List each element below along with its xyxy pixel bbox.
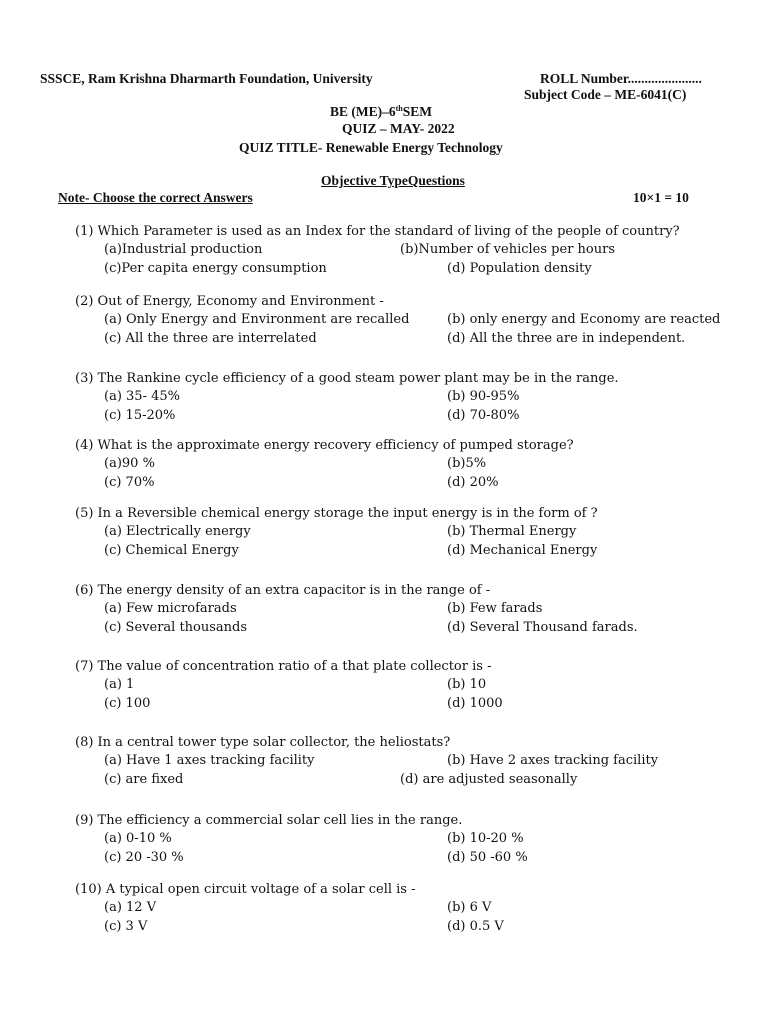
subject-code: Subject Code – ME-6041(C) — [524, 87, 687, 102]
question-8-option-a: (a) Have 1 axes tracking facility — [104, 753, 315, 768]
question-7-option-c: (c) 100 — [104, 696, 151, 711]
question-7-option-b: (b) 10 — [447, 677, 487, 692]
question-9-text: (9) The efficiency a commercial solar cell lies in the range. — [75, 813, 463, 828]
question-6-text: (6) The energy density of an extra capacitor is in the range of - — [75, 583, 491, 598]
question-1-option-a: (a)Industrial production — [104, 242, 263, 257]
course-superscript: th — [395, 104, 403, 113]
institution-name: SSSCE, Ram Krishna Dharmarth Foundation, University — [40, 71, 373, 86]
course-prefix: BE (ME)–6 — [330, 104, 396, 119]
question-1-option-b: (b)Number of vehicles per hours — [400, 242, 615, 257]
question-4-option-b: (b)5% — [447, 456, 487, 471]
question-3-option-d: (d) 70-80% — [447, 408, 520, 423]
question-8-text: (8) In a central tower type solar collector, the heliostats? — [75, 735, 451, 750]
note-instruction: Note- Choose the correct Answers — [58, 190, 253, 205]
question-6-option-d: (d) Several Thousand farads. — [447, 620, 638, 635]
question-3-option-a: (a) 35- 45% — [104, 389, 180, 404]
question-8-option-c: (c) are fixed — [104, 772, 184, 787]
total-marks: 10×1 = 10 — [633, 190, 689, 205]
question-2-text: (2) Out of Energy, Economy and Environment - — [75, 294, 384, 309]
question-3-option-b: (b) 90-95% — [447, 389, 520, 404]
question-10-option-b: (b) 6 V — [447, 900, 492, 915]
question-9-option-b: (b) 10-20 % — [447, 831, 524, 846]
question-4-text: (4) What is the approximate energy recovery efficiency of pumped storage? — [75, 438, 574, 453]
question-1-option-d: (d) Population density — [447, 261, 592, 276]
question-5-option-a: (a) Electrically energy — [104, 524, 251, 539]
question-6-option-b: (b) Few farads — [447, 601, 543, 616]
question-5-text: (5) In a Reversible chemical energy storage the input energy is in the form of ? — [75, 506, 598, 521]
question-9-option-c: (c) 20 -30 % — [104, 850, 184, 865]
question-2-option-d: (d) All the three are in independent. — [447, 331, 686, 346]
question-10-option-a: (a) 12 V — [104, 900, 157, 915]
question-4-option-c: (c) 70% — [104, 475, 155, 490]
question-8-option-b: (b) Have 2 axes tracking facility — [447, 753, 659, 768]
question-3-option-c: (c) 15-20% — [104, 408, 176, 423]
quiz-date: QUIZ – MAY- 2022 — [342, 121, 455, 136]
question-4-option-d: (d) 20% — [447, 475, 499, 490]
question-10-option-c: (c) 3 V — [104, 919, 148, 934]
question-7-text: (7) The value of concentration ratio of a that plate collector is - — [75, 659, 492, 674]
question-7-option-a: (a) 1 — [104, 677, 135, 692]
question-9-option-a: (a) 0-10 % — [104, 831, 172, 846]
course-suffix: SEM — [402, 104, 433, 119]
question-1-text: (1) Which Parameter is used as an Index for the standard of living of the people of country? — [75, 224, 680, 239]
question-2-option-c: (c) All the three are interrelated — [104, 331, 317, 346]
question-5-option-c: (c) Chemical Energy — [104, 543, 239, 558]
question-10-option-d: (d) 0.5 V — [447, 919, 504, 934]
question-7-option-d: (d) 1000 — [447, 696, 503, 711]
question-10-text: (10) A typical open circuit voltage of a solar cell is - — [75, 882, 416, 897]
course-semester — [330, 104, 432, 120]
question-3-text: (3) The Rankine cycle efficiency of a good steam power plant may be in the range. — [75, 371, 619, 386]
roll-number-label: ROLL Number...................... — [540, 71, 702, 86]
question-2-option-a: (a) Only Energy and Environment are recalled — [104, 312, 410, 327]
question-6-option-a: (a) Few microfarads — [104, 601, 237, 616]
section-title: Objective TypeQuestions — [321, 173, 465, 188]
question-2-option-b: (b) only energy and Economy are reacted — [447, 312, 721, 327]
question-8-option-d: (d) are adjusted seasonally — [400, 772, 578, 787]
question-5-option-b: (b) Thermal Energy — [447, 524, 577, 539]
question-6-option-c: (c) Several thousands — [104, 620, 248, 635]
quiz-title: QUIZ TITLE- Renewable Energy Technology — [239, 140, 503, 155]
question-1-option-c: (c)Per capita energy consumption — [104, 261, 327, 276]
question-9-option-d: (d) 50 -60 % — [447, 850, 528, 865]
question-4-option-a: (a)90 % — [104, 456, 155, 471]
question-5-option-d: (d) Mechanical Energy — [447, 543, 598, 558]
